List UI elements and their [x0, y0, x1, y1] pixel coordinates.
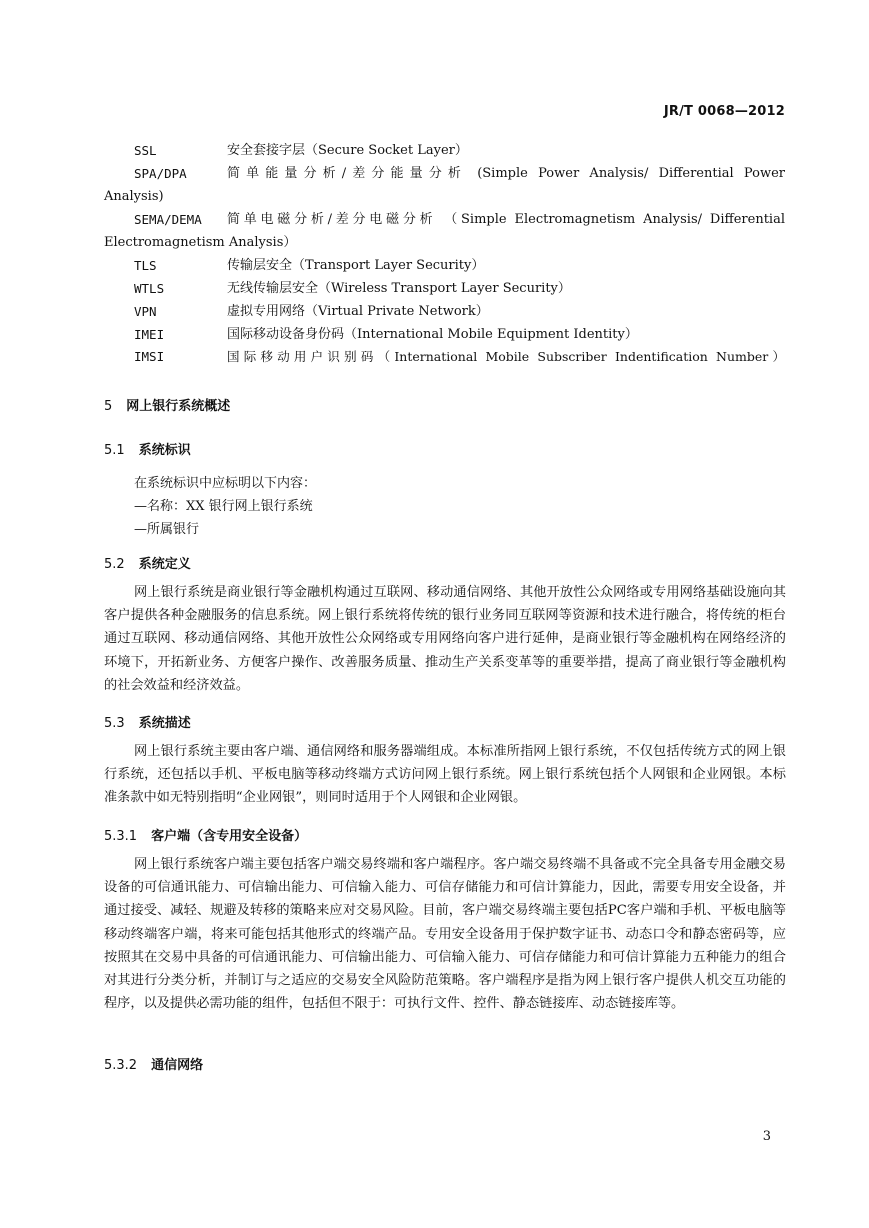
section-title: 网上银行系统概述: [126, 399, 231, 414]
abbr-continuation: Electromagnetism Analysis）: [104, 235, 297, 250]
abbr-continuation: Analysis): [104, 189, 164, 204]
abbr-term: IMSI: [134, 349, 165, 364]
section-number: 5.2: [104, 557, 125, 572]
s51-line-1: 在系统标识中应标明以下内容：: [134, 476, 317, 491]
abbr-desc: 简单电磁分析/差分电磁分析 （Simple Electromagnetism Analysis/ Differential: [227, 212, 785, 227]
abbr-term: SSL: [134, 143, 157, 158]
abbr-desc: 国际移动用户识别码（International Mobile Subscriber Indentification Number）: [227, 349, 785, 364]
abbr-desc: 虚拟专用网络（Virtual Private Network）: [227, 304, 489, 319]
abbr-term: VPN: [134, 304, 157, 319]
abbr-term: SEMA/DEMA: [134, 212, 202, 227]
abbr-desc: 安全套接字层（Secure Socket Layer）: [227, 143, 468, 158]
s52-body: 网上银行系统是商业银行等金融机构通过互联网、移动通信网络、其他开放性公众网络或专用网络基础设施向其客户提供各种金融服务的信息系统。网上银行系统将传统的银行业务同互联网等资源和技术进行融合，将传统的柜台通过互联网、移动通信网络、其他开放性公众网络或专用网络向客户进行延伸，是商业银行等金融机构在网络经济的环境下，开拓新业务、方便客户操作、改善服务质量、推动生产关系变革等的重要举措，提高了商业银行等金融机构的社会效益和经济效益。: [104, 585, 786, 693]
s51-line-2: —名称：XX 银行网上银行系统: [134, 499, 313, 514]
section-5-1-heading: [104, 439, 191, 458]
section-number: 5.3: [104, 716, 125, 731]
doc-code-header: JR/T 0068—2012: [663, 104, 785, 119]
section-5-heading: [104, 395, 230, 414]
section-5-3-1-heading: [104, 825, 307, 844]
s531-body: 网上银行系统客户端主要包括客户端交易终端和客户端程序。客户端交易终端不具备或不完全具备专用金融交易设备的可信通讯能力、可信输出能力、可信输入能力、可信存储能力和可信计算能力，因此，需要专用安全设备，并通过接受、减轻、规避及转移的策略来应对交易风险。目前，客户端交易终端主要包括PC客户端和手机、平板电脑等移动终端客户端，将来可能包括其他形式的终端产品。专用安全设备用于保护数字证书、动态口令和静态密码等，应按照其在交易中具备的可信通讯能力、可信输出能力、可信输入能力、可信存储能力和可信计算能力五种能力的组合对其进行分类分析，并制订与之适应的交易安全风险防范策略。客户端程序是指为网上银行客户提供人机交互功能的程序，以及提供必需功能的组件，包括但不限于：可执行文件、控件、静态链接库、动态链接库等。: [104, 857, 786, 1012]
section-5-3-heading: [104, 712, 191, 731]
s51-line-3: —所属银行: [134, 522, 200, 537]
section-number: 5.3.2: [104, 1058, 138, 1073]
s53-body: 网上银行系统主要由客户端、通信网络和服务器端组成。本标准所指网上银行系统，不仅包括传统方式的网上银行系统，还包括以手机、平板电脑等移动终端方式访问网上银行系统。网上银行系统包括个人网银和企业网银。本标准条款中如无特别指明“企业网银”，则同时适用于个人网银和企业网银。: [104, 744, 786, 806]
section-number: 5: [104, 399, 113, 414]
abbr-term: SPA/DPA: [134, 166, 187, 181]
abbr-desc: 简单能量分析/差分能量分析 (Simple Power Analysis/ Differential Power: [227, 166, 785, 181]
section-title: 通信网络: [151, 1058, 204, 1073]
abbr-desc: 国际移动设备身份码（International Mobile Equipment Identity）: [227, 327, 638, 342]
page-number: 3: [762, 1129, 771, 1144]
section-title: 系统标识: [138, 443, 191, 458]
section-title: 系统描述: [138, 716, 191, 731]
section-number: 5.3.1: [104, 829, 138, 844]
abbr-desc: 无线传输层安全（Wireless Transport Layer Security）: [227, 281, 571, 296]
abbr-desc: 传输层安全（Transport Layer Security）: [227, 258, 485, 273]
abbr-term: TLS: [134, 258, 157, 273]
section-title: 客户端（含专用安全设备）: [151, 829, 308, 844]
section-title: 系统定义: [138, 557, 191, 572]
abbr-term: WTLS: [134, 281, 165, 296]
abbr-term: IMEI: [134, 327, 165, 342]
section-5-2-heading: [104, 553, 191, 572]
section-5-3-2-heading: [104, 1054, 203, 1073]
section-number: 5.1: [104, 443, 125, 458]
